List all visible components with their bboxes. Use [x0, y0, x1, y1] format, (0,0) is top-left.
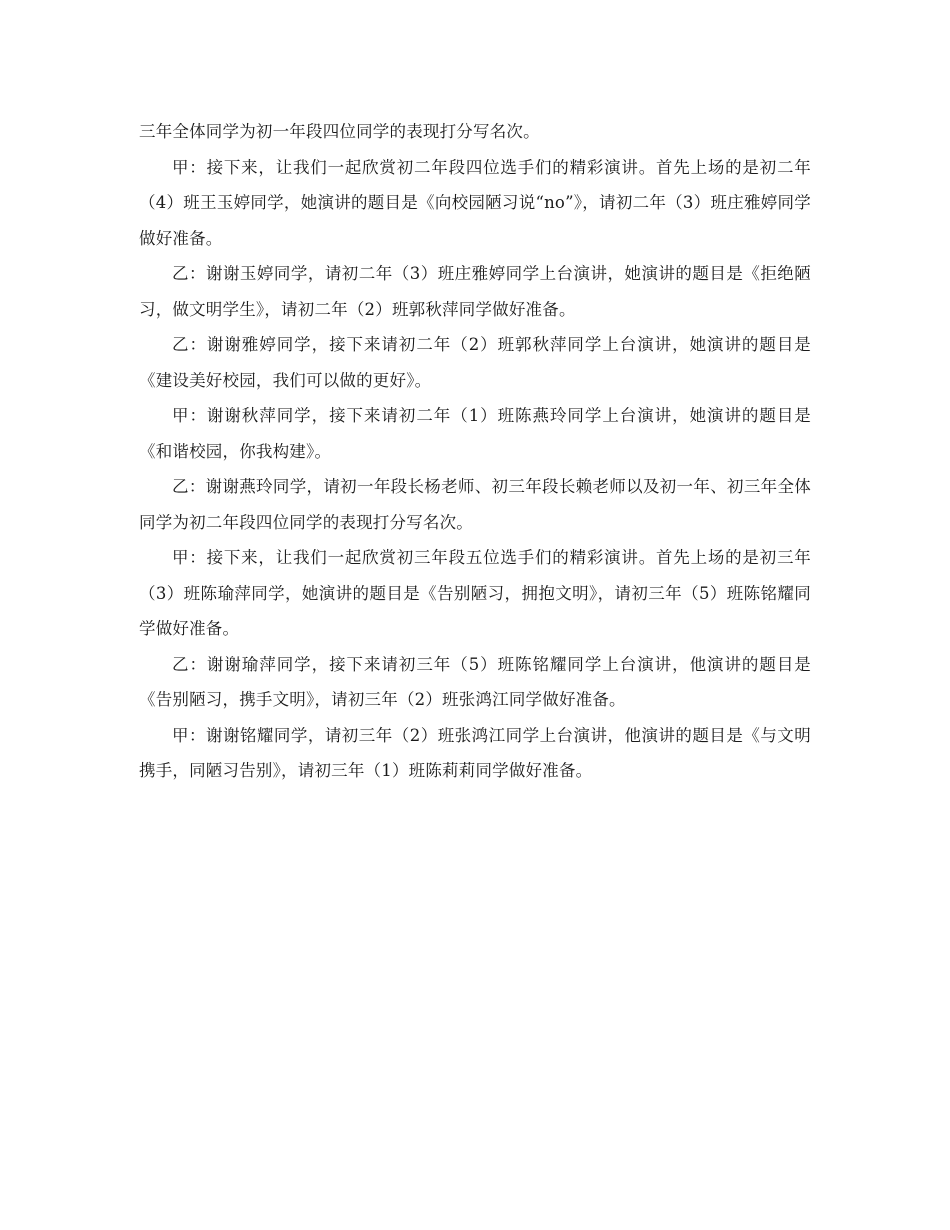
paragraph-8: 乙：谢谢瑜萍同学，接下来请初三年（5）班陈铭耀同学上台演讲，他演讲的题目是《告别陋习，携手文明》，请初三年（2）班张鸿江同学做好准备。 [139, 654, 811, 709]
paragraph-9: 甲：谢谢铭耀同学，请初三年（2）班张鸿江同学上台演讲，他演讲的题目是《与文明携手，同陋习告别》，请初三年（1）班陈莉莉同学做好准备。 [139, 725, 811, 780]
paragraph-3: 乙：谢谢玉婷同学，请初二年（3）班庄雅婷同学上台演讲，她演讲的题目是《拒绝陋习，做文明学生》，请初二年（2）班郭秋萍同学做好准备。 [139, 264, 811, 319]
paragraph-7: 甲：接下来，让我们一起欣赏初三年段五位选手们的精彩演讲。首先上场的是初三年（3）班陈瑜萍同学，她演讲的题目是《告别陋习，拥抱文明》，请初三年（5）班陈铭耀同学做好准备。 [139, 548, 811, 638]
paragraph-1: 三年全体同学为初一年段四位同学的表现打分写名次。 [139, 122, 540, 141]
paragraph-2: 甲：接下来，让我们一起欣赏初二年段四位选手们的精彩演讲。首先上场的是初二年（4）班王玉婷同学，她演讲的题目是《向校园陋习说“no”》，请初二年（3）班庄雅婷同学做好准备。 [139, 157, 811, 248]
paragraph-5: 甲：谢谢秋萍同学，接下来请初二年（1）班陈燕玲同学上台演讲，她演讲的题目是《和谐校园，你我构建》。 [139, 406, 811, 461]
document-body [139, 114, 811, 789]
paragraph-6: 乙：谢谢燕玲同学，请初一年段长杨老师、初三年段长赖老师以及初一年、初三年全体同学为初二年段四位同学的表现打分写名次。 [139, 477, 811, 532]
paragraph-4: 乙：谢谢雅婷同学，接下来请初二年（2）班郭秋萍同学上台演讲，她演讲的题目是《建设美好校园，我们可以做的更好》。 [139, 335, 811, 390]
